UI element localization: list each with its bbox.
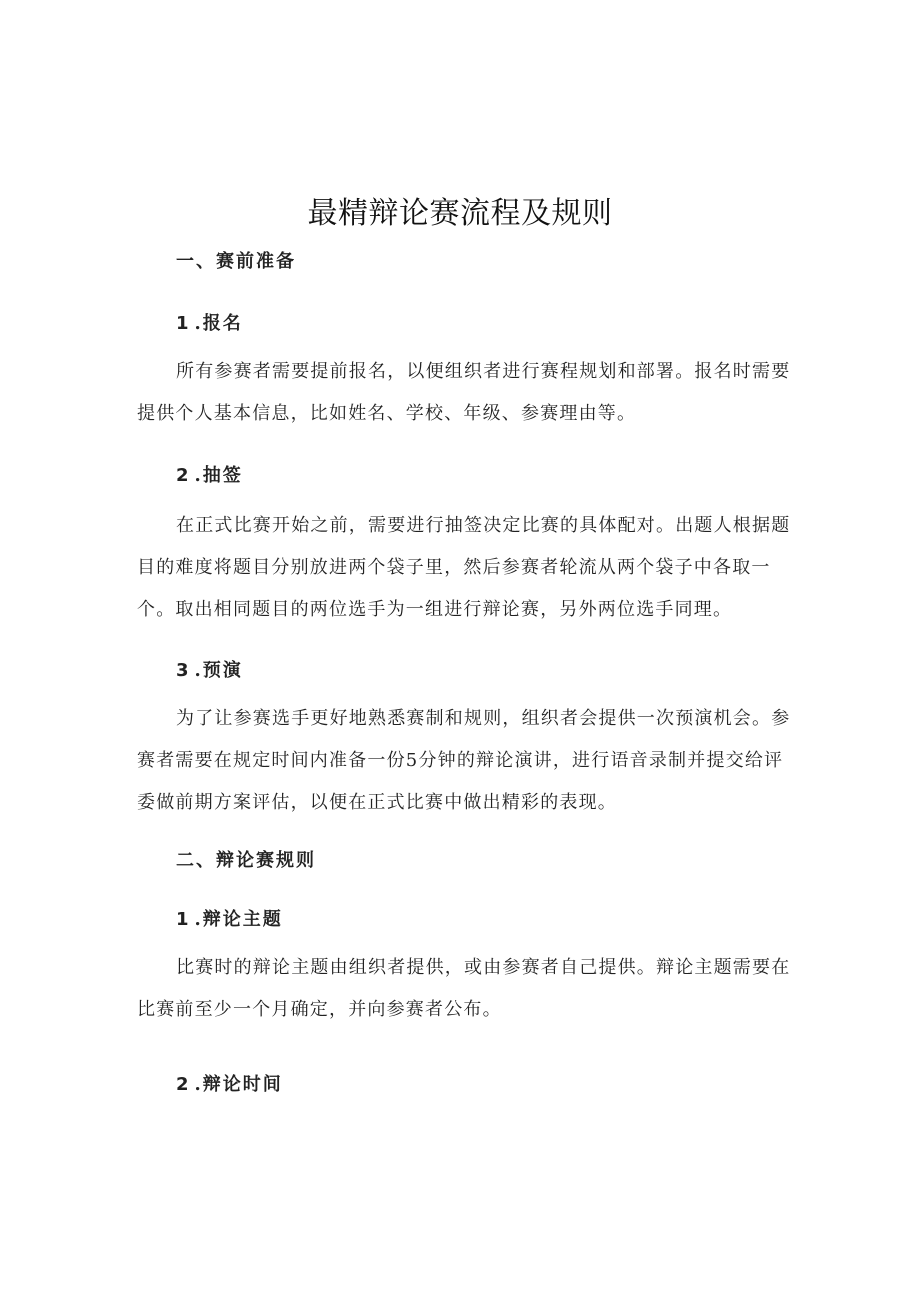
- subheading-debate-time: [176, 1070, 283, 1096]
- section-heading-preparation: 一、赛前准备: [176, 251, 296, 272]
- subheading-number: 3: [176, 660, 191, 681]
- subheading-label: .报名: [194, 313, 243, 334]
- paragraph-registration: 所有参赛者需要提前报名，以便组织者进行赛程规划和部署。报名时需要提供个人基本信息，比如姓名、学校、年级、参赛理由等。: [137, 361, 791, 424]
- paragraph-draw: 在正式比赛开始之前，需要进行抽签决定比赛的具体配对。出题人根据题目的难度将题目分别放进两个袋子里，然后参赛者轮流从两个袋子中各取一个。取出相同题目的两位选手为一组进行辩论赛，另外两位选手同理。: [137, 515, 791, 620]
- subheading-draw: [176, 461, 243, 487]
- subheading-number: 1: [176, 313, 191, 334]
- subheading-label: .辩论时间: [194, 1074, 283, 1095]
- subheading-number: 1: [176, 909, 191, 930]
- subheading-number: 2: [176, 465, 191, 486]
- paragraph-rehearsal: 为了让参赛选手更好地熟悉赛制和规则，组织者会提供一次预演机会。参赛者需要在规定时间内准备一份5分钟的辩论演讲，进行语音录制并提交给评委做前期方案评估，以便在正式比赛中做出精彩的表现。: [137, 708, 791, 813]
- subheading-rehearsal: [176, 656, 243, 682]
- subheading-registration: [176, 309, 243, 335]
- subheading-label: .预演: [194, 660, 243, 681]
- paragraph-topic: 比赛时的辩论主题由组织者提供，或由参赛者自己提供。辩论主题需要在比赛前至少一个月确定，并向参赛者公布。: [137, 957, 791, 1020]
- section-heading-rules: 二、辩论赛规则: [176, 850, 316, 871]
- subheading-label: .辩论主题: [194, 909, 283, 930]
- subheading-number: 2: [176, 1074, 191, 1095]
- document-title: 最精辩论赛流程及规则: [307, 196, 613, 231]
- subheading-topic: [176, 905, 283, 931]
- subheading-label: .抽签: [194, 465, 243, 486]
